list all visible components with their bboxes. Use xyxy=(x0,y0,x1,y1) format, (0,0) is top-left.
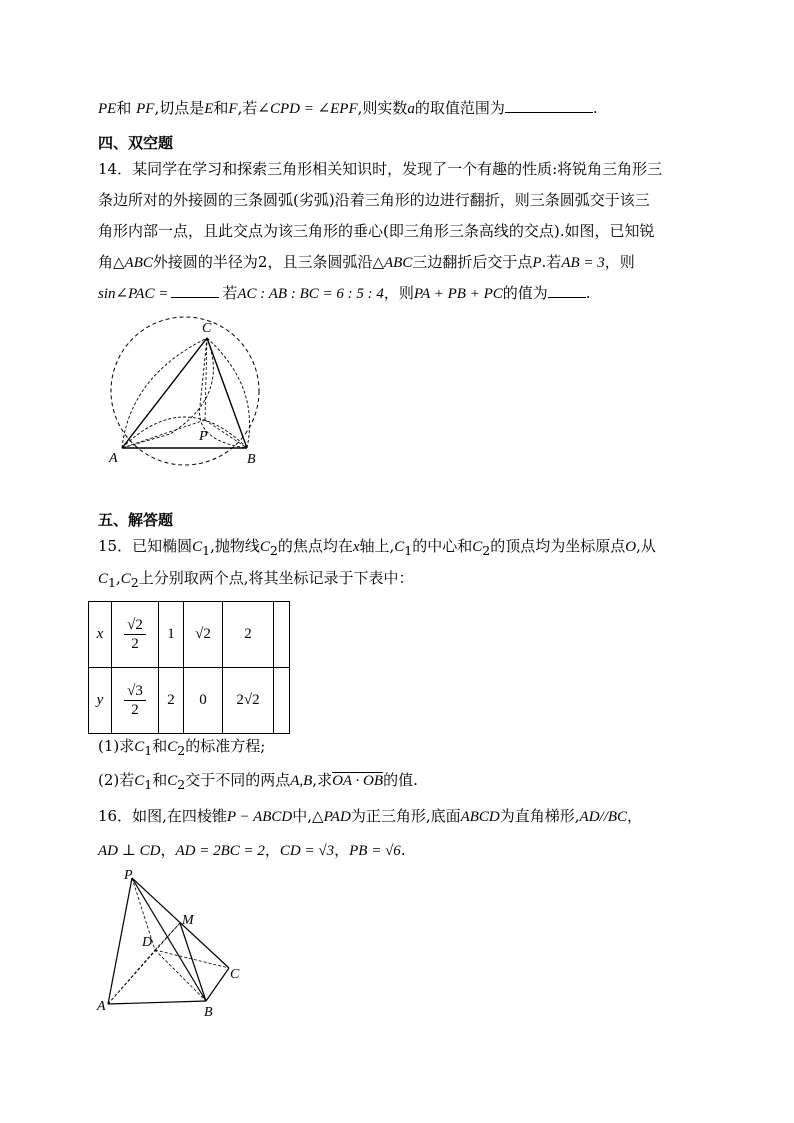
q15-l2-c1: C xyxy=(98,571,109,587)
q15-p2-c2: C xyxy=(167,773,178,789)
q15-p2-c: ,求 xyxy=(312,771,333,789)
q15-l2-c1-sub: 1 xyxy=(108,575,116,590)
q13-and2: 和 xyxy=(213,99,229,117)
q14-l4-a: 角 xyxy=(98,253,114,271)
q15-p1-and: 和 xyxy=(152,737,168,755)
q15-c1-sub: 1 xyxy=(202,543,211,558)
table-row-x xyxy=(89,602,290,668)
q15-part2 xyxy=(98,770,418,795)
q14-line4 xyxy=(98,252,635,273)
q14-answer-blank1[interactable] xyxy=(171,283,219,298)
q15-l1-e: 的中心和 xyxy=(412,537,473,555)
q13-end: . xyxy=(592,99,598,117)
q14-line2: 条边所对的外接圆的三条圆弧(劣弧)沿着三角形的边进行翻折，则三条圆弧交于该三 xyxy=(98,191,650,209)
cell-x2: 1 xyxy=(159,602,184,668)
cell-y3: 0 xyxy=(184,668,223,734)
cell-x5 xyxy=(274,602,290,668)
q15-coordinate-table xyxy=(88,601,290,734)
label-c: C xyxy=(202,321,212,336)
q14-answer-blank2[interactable] xyxy=(548,283,586,298)
q13-tail-line xyxy=(98,98,598,119)
q16-sep1: ， xyxy=(160,841,176,859)
q14-l5-end: . xyxy=(585,284,591,302)
q15-p2-vectors: OA · OB xyxy=(332,773,384,789)
q16-l1-c: 为正三角形,底面 xyxy=(350,807,461,825)
q16-ad: AD = 2BC = 2 xyxy=(175,843,265,859)
q15-l1-f: 的顶点均为坐标原点 xyxy=(490,537,626,555)
q14-figure xyxy=(100,316,272,468)
table-row-y xyxy=(89,668,290,734)
segment-pa xyxy=(122,420,205,448)
q15-p1-a: (1)求 xyxy=(98,737,135,755)
cell-x1 xyxy=(112,602,159,668)
y1-den: 2 xyxy=(131,702,139,718)
q16-l1-b: 中, xyxy=(292,807,313,825)
q13-e: E xyxy=(204,101,214,117)
cell-x4: 2 xyxy=(223,602,274,668)
q14-l4-f: ，则 xyxy=(604,253,635,271)
q13-condition: ∠CPD = ∠EPF xyxy=(257,101,358,117)
q13-pe: PE xyxy=(98,101,117,117)
q16-l1-a: 16．如图,在四棱锥 xyxy=(98,807,227,825)
q16-line1 xyxy=(98,806,642,827)
edge-bc xyxy=(206,968,229,1001)
q14-l4-ab: AB = 3 xyxy=(561,255,605,271)
q15-l1-d: 轴上, xyxy=(359,537,395,555)
label-d: D xyxy=(142,935,153,950)
q13-text2: ,若 xyxy=(237,99,258,117)
q15-line1 xyxy=(98,536,656,561)
cell-y5 xyxy=(274,668,290,734)
q15-c2: C xyxy=(259,539,270,555)
q15-c1b-sub: 1 xyxy=(404,543,413,558)
q13-and1: 和 xyxy=(116,99,132,117)
y1-num: √3 xyxy=(124,682,146,701)
q16-figure xyxy=(94,868,254,1020)
folded-arc-ab xyxy=(122,417,247,448)
q16-l1-e: ， xyxy=(627,807,643,825)
q16-pb: PB = √6 xyxy=(349,843,401,859)
q16-parallel: AD//BC xyxy=(579,809,628,825)
q14-l4-d: 三边翻折后交于点 xyxy=(412,253,533,271)
x1-den: 2 xyxy=(131,636,139,652)
q15-p1-c1-sub: 1 xyxy=(144,743,153,758)
q15-l1-a: 15．已知椭圆 xyxy=(98,537,193,555)
q14-l4-triangle2: △ABC xyxy=(372,255,413,271)
q15-l1-g: ,从 xyxy=(636,537,656,555)
edge-pa xyxy=(108,878,132,1004)
x1-num: √2 xyxy=(124,616,146,635)
section5-title: 五、解答题 xyxy=(98,511,174,529)
q14-line3: 角形内部一点，且此交点为该三角形的垂心(即三角形三条高线的交点).如图，已知锐 xyxy=(98,222,655,240)
q16-pyramid: P − ABCD xyxy=(226,809,293,825)
q16-sep3: ， xyxy=(334,841,350,859)
q16-base: ABCD xyxy=(460,809,500,825)
q15-c1: C xyxy=(192,539,203,555)
label-b: B xyxy=(247,452,256,467)
q15-p1-c2: C xyxy=(167,739,178,755)
label-a: A xyxy=(97,999,106,1014)
q14-l5-sum: PA + PB + PC xyxy=(413,286,503,302)
q16-sep2: ， xyxy=(264,841,280,859)
q16-end: . xyxy=(400,841,406,859)
q15-l2-text: 上分别取两个点,将其坐标记录于下表中： xyxy=(138,569,414,587)
q14-l4-p: P xyxy=(532,255,542,271)
q15-p2-c2-sub: 2 xyxy=(177,777,186,792)
q15-l2-c2: C xyxy=(120,571,131,587)
q16-triangle: △PAD xyxy=(312,809,351,825)
section4-title: 四、双空题 xyxy=(98,134,174,152)
q15-p2-d: 的值. xyxy=(383,771,418,789)
q15-p2-c1-sub: 1 xyxy=(144,777,153,792)
q15-p2-c1: C xyxy=(134,773,145,789)
q14-l5-a: 若 xyxy=(222,284,238,302)
q15-o: O xyxy=(625,539,637,555)
q15-c2b-sub: 2 xyxy=(482,543,491,558)
label-p: P xyxy=(124,868,133,883)
q14-l5-b: ，则 xyxy=(383,284,414,302)
cell-y-label: y xyxy=(89,668,112,734)
q15-x: x xyxy=(352,539,360,555)
q15-c1b: C xyxy=(394,539,405,555)
cell-y4: 2√2 xyxy=(223,668,274,734)
q14-l4-triangle: △ABC xyxy=(113,255,153,271)
q14-l5-ratio: AC : AB : BC = 6 : 5 : 4 xyxy=(237,286,384,302)
q14-l5-sin: sin∠PAC = xyxy=(98,286,169,302)
q15-line2 xyxy=(98,568,414,593)
edge-ab xyxy=(108,1001,206,1004)
cell-y1 xyxy=(112,668,159,734)
q15-p2-and: 和 xyxy=(152,771,168,789)
q16-line2 xyxy=(98,840,406,861)
q15-c2-sub: 2 xyxy=(269,543,278,558)
q15-c2b: C xyxy=(472,539,483,555)
q14-l4-c: ，且三条圆弧沿 xyxy=(267,253,373,271)
cell-x-label: x xyxy=(89,602,112,668)
label-a: A xyxy=(109,451,118,466)
q15-p2-ab: A,B xyxy=(290,773,313,789)
cell-y2: 2 xyxy=(159,668,184,734)
q14-line5 xyxy=(98,283,591,304)
q15-p1-c2-sub: 2 xyxy=(177,743,186,758)
q13-text1: ,切点是 xyxy=(154,99,205,117)
label-m: M xyxy=(182,913,194,928)
q15-p2-a: (2)若 xyxy=(98,771,135,789)
q13-pf: PF xyxy=(136,101,155,117)
q14-l4-radius: 2 xyxy=(257,253,268,271)
q13-a: a xyxy=(407,101,415,117)
segment-pb xyxy=(205,420,247,448)
q13-answer-blank[interactable] xyxy=(505,98,593,113)
q15-l2-sep: , xyxy=(115,569,121,587)
q15-part1 xyxy=(98,736,265,761)
q16-perp: AD ⊥ CD xyxy=(98,843,161,859)
q15-l2-c2-sub: 2 xyxy=(130,575,139,590)
side-ac xyxy=(122,338,207,448)
q14-l4-b: 外接圆的半径为 xyxy=(152,253,258,271)
q14-l5-c: 的值为 xyxy=(502,284,548,302)
label-c: C xyxy=(230,967,240,982)
q14-l4-e: .若 xyxy=(541,253,562,271)
circumcircle xyxy=(111,317,259,465)
q15-l1-c: 的焦点均在 xyxy=(277,537,353,555)
q15-l1-b: ,抛物线 xyxy=(210,537,260,555)
q14-line1: 14．某同学在学习和探索三角形相关知识时，发现了一个有趣的性质:将锐角三角形三 xyxy=(98,160,663,178)
q13-text4: 的取值范围为 xyxy=(414,99,505,117)
label-b: B xyxy=(204,1005,213,1020)
q13-text3: ,则实数 xyxy=(357,99,408,117)
label-p: P xyxy=(199,429,208,444)
q16-cd: CD = √3 xyxy=(279,843,335,859)
q15-p2-b: 交于不同的两点 xyxy=(185,771,291,789)
q15-p1-b: 的标准方程; xyxy=(185,737,266,755)
q15-p1-c1: C xyxy=(134,739,145,755)
q16-l1-d: 为直角梯形, xyxy=(499,807,580,825)
q13-f: F xyxy=(228,101,238,117)
cell-x3: √2 xyxy=(184,602,223,668)
